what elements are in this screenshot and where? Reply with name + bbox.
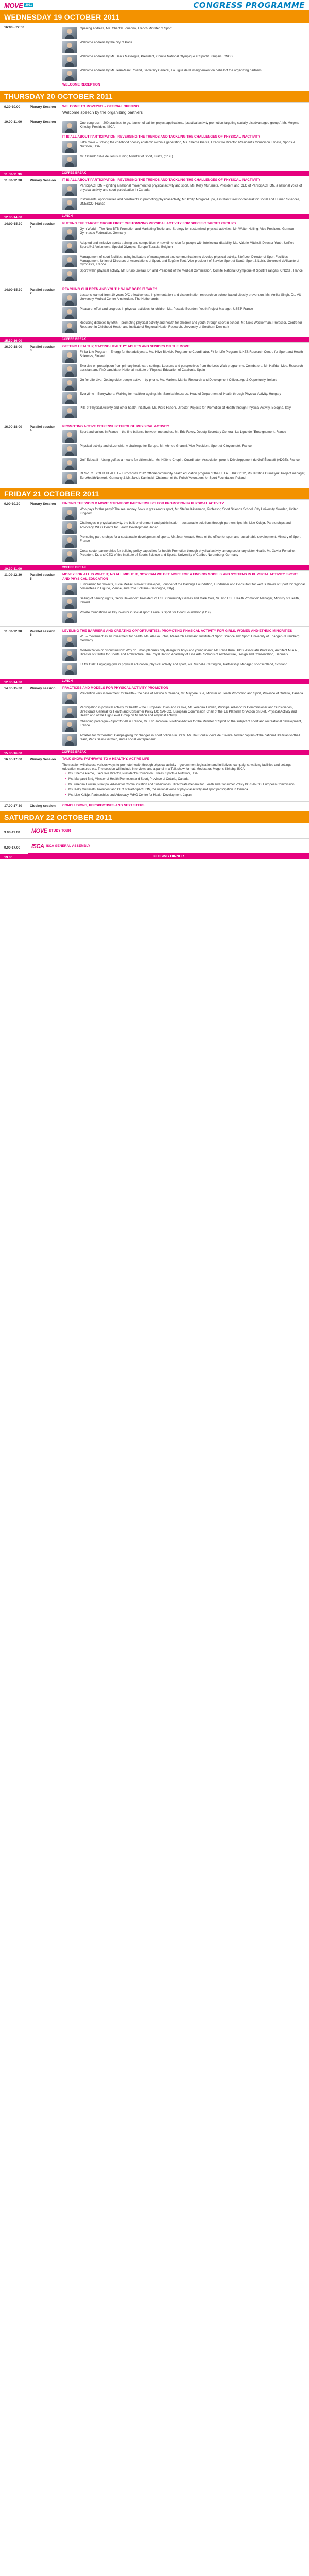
day-banner: THURSDAY 20 OCTOBER 2011 bbox=[0, 91, 309, 102]
saturday-row bbox=[0, 823, 309, 838]
speaker-text: Exercise on prescription from primary healthcare settings: Lessons and perspectives from the Let's Walk programme, Coimbatore, Mr. Halfdan Moe, Research assistant and PhD candidate, National Institute of Physical Education of Catalonia, Spain bbox=[80, 364, 303, 372]
session-type: Parallel session 5 bbox=[30, 573, 56, 581]
speaker-text: Private foundations as key investor in social sport, Laureus Sport for Good Foundation (t.b.c) bbox=[80, 611, 211, 614]
speaker-photo bbox=[62, 635, 77, 647]
session-title: TALK SHOW: PATHWAYS TO A HEALTHY, ACTIVE LIFE bbox=[62, 757, 150, 761]
speaker-item bbox=[62, 444, 306, 456]
session-time: 9.30-10.00 bbox=[4, 105, 21, 109]
speaker-item bbox=[62, 241, 306, 253]
session-content bbox=[59, 422, 309, 488]
speaker-photo bbox=[62, 430, 77, 443]
speaker-text: Fit for Girls: Engaging girls in physical education, physical activity and sport, Ms. Michelle Carrington, Partnership Manager, sportscotland, Scotland bbox=[80, 663, 288, 666]
session-subtitle: Welcome speech by the organizing partners bbox=[62, 110, 143, 115]
speaker-text: Reducing diabetes by 50% – promoting physical activity and health for children and youth through sport in school, Mr. Niels Weckerman, Professor, Centre for Research in Childhood Health and Institute of Regional Health Research, University of Southern Denmark bbox=[80, 321, 302, 329]
speaker-photo bbox=[62, 55, 77, 67]
speaker-text: Changing paradigm – Sport for All in France, Mr. Eric Jacrowie, Political Advisor for the Minister of Sport on the subject of sport and recreational development, France bbox=[80, 720, 302, 727]
speaker-text: Sport within physical activity, Mr. Bruno Soleau, Dr. and President of the Medical Commission, Comité National Olympique et Sportif Français, CNOSF, France bbox=[80, 269, 303, 273]
session-content bbox=[59, 285, 309, 337]
speaker-photo bbox=[62, 69, 77, 81]
session-footer: WELCOME RECEPTION bbox=[62, 83, 100, 87]
session-type: Parallel session 1 bbox=[30, 222, 56, 229]
break-spacer bbox=[28, 680, 59, 683]
break-label: COFFEE BREAK bbox=[62, 566, 87, 569]
speaker-text: Physical activity and citizenship: A challenge for Europe, Mr. Ahmed Ghanini, Vice President, Sport et Citoyenneté, France bbox=[80, 444, 252, 448]
speaker-text: Athletes for Citizenship: Campaigning for changes in sport policies in Brazil, Mr. Raí Souza Vieira de Oliveira, former captain of the national Brazilian football team, Paris Saint-Germain, and a social entrepreneur bbox=[80, 734, 300, 741]
speaker-item bbox=[62, 392, 306, 404]
speaker-item bbox=[62, 706, 306, 718]
session-title: IT IS ALL ABOUT PARTICIPATION: REVERSING THE TRENDS AND TACKLING THE CHALLENGES OF PHYSICAL INACTIVITY bbox=[62, 178, 261, 182]
session-title: IT IS ALL ABOUT PARTICIPATION: REVERSING THE TRENDS AND TACKLING THE CHALLENGES OF PHYSICAL INACTIVITY bbox=[62, 135, 261, 139]
speaker-text: Selling of naming rights, Gerry Davenport, President of HSE Community Games and Mark Cole, Sr. and HSE Health Promotion Manager, Ministry of Health, Ireland bbox=[80, 597, 300, 604]
session-row bbox=[0, 285, 309, 337]
speaker-photo bbox=[62, 198, 77, 210]
speaker-photo bbox=[62, 720, 77, 732]
speaker-text: Let's move – Solving the childhood obesity epidemic within a generation, Ms. Sherrie Pierce, Executive Director, President's Council on Fitness, Sports & Nutrition, USA bbox=[80, 141, 296, 148]
speaker-photo bbox=[62, 535, 77, 548]
event-label: STUDY TOUR bbox=[49, 829, 71, 833]
break-row bbox=[0, 214, 309, 219]
speaker-text: RESPECT YOUR HEALTH – Eurochords 2012 Official community health education program of the UEFA EURO 2012, Ms. Kristina Gumalyuk, Project manager, EuroHealthNetwork, Germany & Mr. Jakub Kaminski, Chairman of the Polish Volunteers for Sport Foundation, Poland bbox=[80, 472, 305, 480]
session-row bbox=[0, 755, 309, 801]
speaker-item bbox=[62, 198, 306, 210]
speaker-text: Fit for Life Program – Energy for the adult years, Ms. Hilve Blevick, Programme Coordinator, Fit for Life Program, LIKES Research Centre for Sport and Health Sciences, Finland bbox=[80, 350, 303, 358]
speaker-photo bbox=[62, 583, 77, 595]
page-header bbox=[0, 0, 309, 11]
speaker-photo bbox=[62, 406, 77, 418]
speaker-photo bbox=[62, 507, 77, 520]
speaker-item bbox=[62, 155, 306, 167]
session-type: Plenary Session bbox=[30, 179, 56, 182]
speaker-item bbox=[62, 583, 306, 595]
speaker-item bbox=[62, 535, 306, 548]
break-label: LUNCH bbox=[62, 215, 73, 218]
speaker-item bbox=[62, 69, 306, 81]
session-time: 11.30-12.30 bbox=[4, 179, 22, 182]
break-time: 10.30-11.00 bbox=[4, 567, 22, 571]
speaker-text: One congress – 200 practices to go, launch of call for project applications, 'practical activity promotion targeting socially disadvantaged groups', Mr. Mogens Kirkeby, President, ISCA bbox=[80, 121, 299, 129]
speaker-text: Gym World – The New BTB Promotion and Marketing Toolkit and Strategy for customized physical activities, Mr. Walter Heiling, Vice President, German Gymnastic Federation, Germany bbox=[80, 227, 294, 235]
speaker-text: Go for Life-Live: Getting older people active – by phone. Ms. Marlena Mahla, Research and Development Officer, Age & Opportunity, Ireland bbox=[80, 378, 277, 382]
break-row bbox=[0, 679, 309, 684]
speaker-text: Welcome address by Mr. Denis Masseglia, President, Comité National Olympique et Sportif Français, CNOSF bbox=[80, 55, 235, 58]
session-row bbox=[0, 422, 309, 488]
speaker-photo bbox=[62, 307, 77, 319]
panelist-item: • Mr. Yerepira Ewwan, Principal Adviser for Communication and Subsidiaries, Directorate General for Health and Consumer Policy DG SANCO, European Commission bbox=[68, 783, 306, 787]
session-content bbox=[59, 684, 309, 750]
session-content bbox=[59, 802, 309, 811]
session-title: MONEY FOR ALL IS WHAT IT, NO ALL MIGHT IT, NOW CAN WE GET MORE FOR A FINDING MODELS AND SYSTEMS IN PHYSICAL ACTIVITY, SPORT AND PHYSICAL EDUCATION bbox=[62, 573, 298, 581]
panelist-list bbox=[68, 772, 306, 798]
event-logo: ISCA bbox=[31, 843, 44, 850]
break-time: 11.00-11.30 bbox=[4, 173, 22, 176]
session-row bbox=[0, 626, 309, 679]
speaker-text: Who pays for the party? The real money flows in grass-roots sport, Mr. Stefan Käsemann, Professor, Sport Science School, City University Sweden, United Kingdom bbox=[80, 507, 299, 515]
speaker-item bbox=[62, 406, 306, 418]
speaker-item bbox=[62, 663, 306, 675]
session-title: CONCLUSIONS, PERSPECTIVES AND NEXT STEPS bbox=[62, 804, 145, 808]
speaker-text: Welcome address by Mr. Jean-Marc Roland, Secretary General, La Ligue de l'Enseignement on behalf of the organizing partners bbox=[80, 69, 262, 72]
session-row bbox=[0, 570, 309, 626]
session-content bbox=[59, 500, 309, 565]
session-content bbox=[59, 627, 309, 679]
speaker-item bbox=[62, 521, 306, 534]
speaker-item bbox=[62, 307, 306, 319]
speaker-text: Pleasure, effort and progress in physical activities for children Ms. Pascale Bourdon, Youth Project Manager, USEP, France bbox=[80, 307, 253, 311]
speaker-item bbox=[62, 734, 306, 746]
session-type: Plenary Session bbox=[30, 120, 56, 124]
break-time: 12.30-14.00 bbox=[4, 216, 22, 219]
break-label: COFFEE BREAK bbox=[62, 172, 87, 175]
speaker-photo bbox=[62, 521, 77, 534]
closing-time: 19.30 bbox=[4, 856, 13, 860]
session-type: Plenary Session bbox=[30, 502, 56, 506]
session-content bbox=[59, 117, 309, 171]
closing-dinner-banner: CLOSING DINNER bbox=[28, 853, 309, 859]
session-time: 11.00-12.30 bbox=[4, 630, 22, 633]
session-type: Parallel session 3 bbox=[30, 345, 56, 352]
speaker-text: Golf Éducatif – Using golf as a means for citizenship, Ms. Hélène Chopin, Coordinator, Association pour le Développement du Golf Éducatif (ADGE), France bbox=[80, 458, 300, 462]
session-title: WELCOME TO MOVE2011 – OFFICIAL OPENING bbox=[62, 105, 139, 108]
speaker-photo bbox=[62, 27, 77, 39]
session-content bbox=[59, 103, 309, 117]
speaker-photo bbox=[62, 269, 77, 281]
logo-text: MOVE bbox=[4, 1, 23, 9]
speaker-item bbox=[62, 720, 306, 732]
speaker-item bbox=[62, 255, 306, 267]
speaker-photo bbox=[62, 458, 77, 470]
speaker-item bbox=[62, 692, 306, 704]
speaker-photo bbox=[62, 692, 77, 704]
session-title: REACHING CHILDREN AND YOUTH: WHAT DOES IT TAKE? bbox=[62, 287, 157, 291]
speaker-item bbox=[62, 635, 306, 647]
break-time: 12.30-14.30 bbox=[4, 681, 22, 684]
session-type bbox=[28, 23, 59, 91]
session-content bbox=[59, 571, 309, 626]
speaker-item bbox=[62, 597, 306, 609]
session-row bbox=[0, 499, 309, 565]
speaker-photo bbox=[62, 364, 77, 377]
speaker-item bbox=[62, 141, 306, 153]
speaker-item bbox=[62, 41, 306, 53]
session-type: Parallel session 6 bbox=[30, 630, 56, 637]
speaker-photo bbox=[62, 472, 77, 484]
logo-badge: 2011 bbox=[24, 3, 33, 7]
session-content bbox=[59, 176, 309, 214]
speaker-item bbox=[62, 364, 306, 377]
session-time: 16:00 - 22:00 bbox=[4, 26, 25, 29]
session-time: 17.00-17.30 bbox=[4, 804, 22, 808]
session-time: 9.00-10.30 bbox=[4, 502, 21, 506]
speaker-photo bbox=[62, 378, 77, 391]
session-title: PUTTING THE TARGET GROUP FIRST: CUSTOMIZING PHYSICAL ACTIVITY FOR SPECIFIC TARGET GROUPS bbox=[62, 222, 236, 225]
panelist-item: • Ms. Lise Kolbjø, Partnerships and Advocacy, WHO Centre for Health Development, Japan bbox=[68, 794, 306, 798]
saturday-item bbox=[28, 841, 309, 852]
speaker-photo bbox=[62, 734, 77, 746]
speaker-text: Challenges in physical activity, the built environment and public health – sustainable solutions through partnerships, Ms. Lise Kolbjø, Partnerships and Advocacy, WHO Centre for Health Development, Japan bbox=[80, 521, 291, 529]
speaker-photo bbox=[62, 41, 77, 53]
break-row bbox=[0, 750, 309, 755]
speaker-photo bbox=[62, 241, 77, 253]
speaker-photo bbox=[62, 597, 77, 609]
speaker-item bbox=[62, 293, 306, 306]
speaker-text: Instruments, opportunities and constraints in promoting physical activity, Mr. Philip Morgan-Lupo, Assistant Director-General for Social and Human Sciences, UNESCO, France bbox=[80, 198, 300, 206]
session-content bbox=[59, 755, 309, 801]
speaker-text: Participation in physical activity for health – the European Union and its role, Mr. Yerepira Ewwan, Principal Advisor for Commissioner and Subsidiaries, Directorate General for Health and Consumer Policy DG SANCO, European Commission Chair of the EU Platform for Action on Diet, Physical Activity and Health and of the High Level Group on Nutrition and Physical Activity bbox=[80, 706, 297, 718]
session-type: Plenary session bbox=[30, 687, 56, 690]
break-label: COFFEE BREAK bbox=[62, 338, 87, 341]
speaker-photo bbox=[62, 663, 77, 675]
speaker-photo bbox=[62, 184, 77, 196]
speaker-photo bbox=[62, 549, 77, 562]
speaker-text: Lessons learned from 10 years D/C effectiveness, implementation and dissemination research on school-based obesity prevention, Ms. Amika Singh, Dr., VU University Medical Centre Amsterdam, The Netherlands bbox=[80, 293, 301, 301]
day-banner: FRIDAY 21 OCTOBER 2011 bbox=[0, 488, 309, 499]
session-time: 14.30-15.30 bbox=[4, 687, 22, 690]
break-label: LUNCH bbox=[62, 680, 73, 683]
break-spacer bbox=[28, 215, 59, 218]
session-title: GETTING HEALTHY, STAYING HEALTHY: ADULTS AND SENIORS ON THE MOVE bbox=[62, 345, 190, 348]
speaker-photo bbox=[62, 121, 77, 133]
speaker-item bbox=[62, 549, 306, 562]
day-banner: WEDNESDAY 19 OCTOBER 2011 bbox=[0, 11, 309, 23]
break-time: 15.30-16.00 bbox=[4, 752, 22, 755]
speaker-photo bbox=[62, 155, 77, 167]
move-logo bbox=[4, 2, 33, 9]
saturday-row bbox=[0, 838, 309, 854]
session-time: 16.00-18.00 bbox=[4, 345, 22, 349]
speaker-item bbox=[62, 378, 306, 391]
speaker-text: Cross sector partnerships for building policy capacities for health Promotion through physical activity among sedentary sister Health, Mr. Xavier Fontaine, President, Dr. and CEO of the Institute of Sports Science and Sports, University of Caribe, Nuremberg, Germany bbox=[80, 549, 296, 557]
speaker-item bbox=[62, 430, 306, 443]
session-time: 9.00-17.00 bbox=[4, 845, 21, 850]
speaker-text: Management of sport facilities: using indicators of management and communication to develop physical activity, Stef Lee, Director of Sport Facilities Management, Union of Directors of Associations of Sport, and Eugène Tuot, Vice-president of Service Sport et Santé, Sport & Loisir, Université d'Alicante of Gymnasts, France bbox=[80, 255, 299, 267]
session-type: Parallel session 4 bbox=[30, 425, 56, 432]
session-time: 16.00-18.00 bbox=[4, 425, 22, 429]
session-time: 10.00-11.00 bbox=[4, 120, 22, 124]
speaker-item bbox=[62, 507, 306, 520]
closing-dinner-row bbox=[0, 854, 309, 859]
break-row bbox=[0, 337, 309, 342]
session-time: 9.00-11.00 bbox=[4, 830, 20, 834]
event-logo: MOVE bbox=[31, 827, 47, 834]
speaker-item bbox=[62, 611, 306, 623]
speaker-photo bbox=[62, 321, 77, 333]
speaker-item bbox=[62, 184, 306, 196]
speaker-text: Opening address, Ms. Chantal Jouanno, French Minister of Sport bbox=[80, 27, 172, 30]
speaker-photo bbox=[62, 706, 77, 718]
session-time: 16.00-17.00 bbox=[4, 758, 22, 761]
session-row bbox=[0, 342, 309, 422]
panelist-item: • Ms. Margaret Bird, Minister of Health Promotion and Sport, Province of Ontario, Canada bbox=[68, 778, 306, 782]
session-row bbox=[0, 801, 309, 811]
session-row bbox=[0, 684, 309, 750]
speaker-text: Prevention versus treatment for health – the case of Mexico & Canada, Mr. Mrygeré Sue, Minister of Health Promotion and Sport, Province of Ontario, Canada bbox=[80, 692, 303, 696]
speaker-text: Modernization or discrimination: Why do urban planners only design for boys and young men?, Mr. René Kural, PhD, Associate Professor, Architect M.A.A., Director of Centre for Sports and Architecture, The Royal Danish Academy of Fine Arts, Schools of Architecture, Design and Conservation, Denmark bbox=[80, 649, 299, 656]
speaker-item bbox=[62, 458, 306, 470]
session-row bbox=[0, 117, 309, 171]
speaker-item bbox=[62, 55, 306, 67]
session-row bbox=[0, 219, 309, 285]
programme-content bbox=[0, 11, 309, 854]
speaker-text: Mr. Orlando Silva de Jesus Junior, Minister of Sport, Brazil, (t.b.c.) bbox=[80, 155, 173, 158]
break-label: COFFEE BREAK bbox=[62, 751, 87, 754]
session-type: Plenary Session bbox=[30, 758, 56, 761]
speaker-text: Adapted and inclusive sports training and competition: A new dimension for people with intellectual disability, Ms. Valerie Mitchell, Director Youth, Unified Sports® & Volunteers, Special Olympics Europe/Eurasia, Belgium bbox=[80, 241, 294, 249]
speaker-photo bbox=[62, 649, 77, 661]
panelist-item: • Ms. Kelly Murumets, President and CEO of ParticipACTION, the national voice of physical activity and sport participation in Canada bbox=[68, 788, 306, 792]
session-time: 14:00-15.30 bbox=[4, 288, 23, 292]
speaker-item bbox=[62, 27, 306, 39]
speaker-text: Pills of Physical Activity and other health initiatives, Mr. Piero Fattoni, Director Projects for Promotion of Health through Physical Activity, Bologna, Italy bbox=[80, 406, 291, 410]
break-spacer bbox=[28, 338, 59, 341]
speaker-item bbox=[62, 227, 306, 240]
panelist-item: • Ms. Sherrie Pierce, Executive Director, President's Council on Fitness, Sports & Nutrition, USA bbox=[68, 772, 306, 776]
session-type: Parallel session 2 bbox=[30, 288, 56, 295]
session-row bbox=[0, 176, 309, 214]
speaker-item bbox=[62, 269, 306, 281]
session-content bbox=[59, 23, 309, 91]
session-row bbox=[0, 23, 309, 91]
saturday-item bbox=[28, 826, 309, 836]
speaker-item bbox=[62, 121, 306, 133]
page-title: CONGRESS PROGRAMME bbox=[193, 1, 305, 10]
speaker-photo bbox=[62, 611, 77, 623]
break-spacer bbox=[28, 567, 59, 569]
speaker-text: WE – movement as an investment for health, Ms. Alecka Fotos, Research Assistant, Institute of Sport Science and Sport, University of Erlangen-Nuremberg, Germany bbox=[80, 635, 301, 642]
speaker-text: Fundraising for projects, Lucie Mézac, Project Developer, Founder of the Daronge Foundation, Fundraiser and Consultant for Vertus Drives of Sport for regional committees in Ligurie, Vienne, and Côte Solitane (Gascogne, Italy) bbox=[80, 583, 305, 590]
session-content bbox=[59, 219, 309, 285]
speaker-text: Sport and culture in France – the fine balance between me and us, Mr. Eric Favey, Deputy Secretary General, La Ligue de l'Enseignement, France bbox=[80, 430, 286, 434]
session-row bbox=[0, 102, 309, 117]
session-content bbox=[59, 343, 309, 422]
speaker-text: Everytime – Everywhere: Walking for healthier ageing, Ms. Sarolta Meszaros, Head of Department of Health through Physical Activity, Hungary bbox=[80, 392, 281, 396]
speaker-photo bbox=[62, 227, 77, 240]
event-label: ISCA GENERAL ASSEMBLY bbox=[46, 844, 91, 849]
session-title: PROMOTING ACTIVE CITIZENSHIP THROUGH PHYSICAL ACTIVITY bbox=[62, 425, 170, 428]
speaker-photo bbox=[62, 392, 77, 404]
speaker-item bbox=[62, 649, 306, 661]
session-type: Plenary Session bbox=[30, 105, 56, 109]
speaker-photo bbox=[62, 350, 77, 363]
session-title: FINDING THE WORLD MOVE: STRATEGIC PARTNERSHIPS FOR PROMOTION IN PHYSICAL ACTIVITY bbox=[62, 502, 224, 505]
break-spacer bbox=[28, 751, 59, 754]
speaker-text: Promoting partnerships for a sustainable development of sports, Mr. Jean Arnault, Head of the office for sport and sustainable development, Ministry of Sport, France bbox=[80, 535, 302, 543]
break-time: 15.30-16.00 bbox=[4, 339, 22, 343]
speaker-photo bbox=[62, 141, 77, 153]
break-row bbox=[0, 565, 309, 570]
session-intro: The session will discuss various ways to promote health through physical activity – government legislation and initiatives, campaigns, walking facilities and settings education measures etc. The session will include interviews and a panel in a Talk show format. Moderator: Mogens Kirkeby, ISCA bbox=[62, 763, 292, 771]
speaker-text: ParticipACTION – igniting a national movement for physical activity and sport, Ms. Kelly Murumets, President and CEO of ParticipACTION, a national voice of physical activity and sport participation in Canada bbox=[80, 184, 302, 192]
break-spacer bbox=[28, 172, 59, 175]
speaker-photo bbox=[62, 444, 77, 456]
speaker-photo bbox=[62, 293, 77, 306]
speaker-photo bbox=[62, 255, 77, 267]
speaker-item bbox=[62, 472, 306, 484]
session-time: 11.00-12.30 bbox=[4, 573, 22, 577]
break-row bbox=[0, 171, 309, 176]
session-title: PRACTICES AND MODELS FOR PHYSICAL ACTIVITY PROMOTION bbox=[62, 686, 168, 690]
session-type: Closing session bbox=[30, 804, 56, 808]
speaker-text: Welcome address by the city of Paris bbox=[80, 41, 132, 44]
session-time: 14:00-15.30 bbox=[4, 222, 23, 226]
day-banner: SATURDAY 22 OCTOBER 2011 bbox=[0, 811, 309, 823]
speaker-item bbox=[62, 350, 306, 363]
speaker-item bbox=[62, 321, 306, 333]
session-title: LEVELING THE BARRIERS AND CREATING OPPORTUNITIES: PROMOTING PHYSICAL ACTIVITY FOR GIRLS, WOMEN AND ETHNIC MINORITIES bbox=[62, 629, 293, 633]
